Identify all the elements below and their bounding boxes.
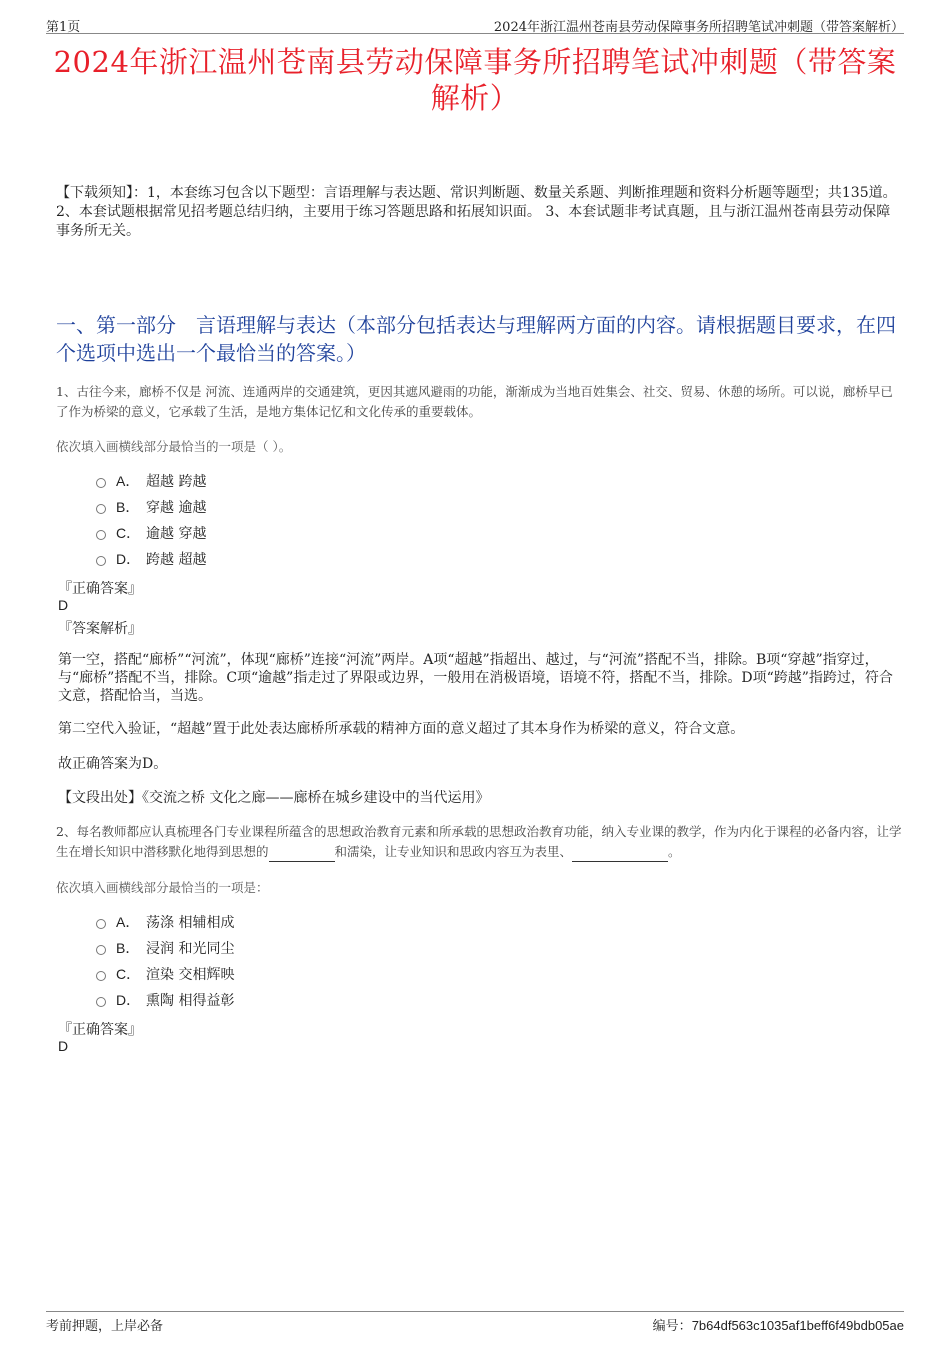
option-text: 穿越 逾越 xyxy=(146,500,207,516)
correct-answer: D xyxy=(58,597,69,613)
option-letter: B． xyxy=(116,940,140,956)
download-notice: 【下载须知】：1，本套练习包含以下题型：言语理解与表达题、常识判断题、数量关系题、判断推理题和资料分析题等题型；共135道。 2、本套试题根据常见招考题总结归纳，主要用于练习答题思路和拓展知识面。 3、本套试题非考试真题，且与浙江温州苍南县劳动保障事务所无关。 xyxy=(56,185,897,239)
radio-icon[interactable] xyxy=(96,530,106,540)
page-footer xyxy=(46,1311,904,1332)
document-title: 2024年浙江温州苍南县劳动保障事务所招聘笔试冲刺题（带答案解析） xyxy=(53,45,897,115)
option-letter: B． xyxy=(116,499,140,515)
option-letter: D． xyxy=(116,992,141,1008)
option-d[interactable] xyxy=(96,546,496,572)
option-b[interactable] xyxy=(96,494,496,520)
question-1-prompt: 依次填入画横线部分最恰当的一项是（ ）。 xyxy=(56,439,292,454)
option-letter: A． xyxy=(116,914,140,930)
option-text: 跨越 超越 xyxy=(146,552,207,568)
document-code xyxy=(653,1315,904,1334)
radio-icon[interactable] xyxy=(96,504,106,514)
option-a[interactable] xyxy=(96,468,496,494)
radio-icon[interactable] xyxy=(96,997,106,1007)
footer-slogan: 考前押题，上岸必备 xyxy=(46,1319,164,1334)
radio-icon[interactable] xyxy=(96,556,106,566)
section-title: 一、第一部分 言语理解与表达（本部分包括表达与理解两方面的内容。请根据题目要求，在四个选项中选出一个最恰当的答案。） xyxy=(56,313,896,365)
question-2-prompt: 依次填入画横线部分最恰当的一项是： xyxy=(56,880,269,895)
radio-icon[interactable] xyxy=(96,919,106,929)
question-2-text-part1: 2、每名教师都应认真梳理各门专业课程所蕴含的思想政治教育元素和所承载的思想政治教育功能，纳入专业课的教学，作为内化于课程的必备内容，让学生在增长知识中潜移默化地得到思想的 xyxy=(56,824,902,859)
question-1-text: 1、古往今来，廊桥不仅是 河流、连通两岸的交通建筑，更因其遮风避雨的功能，渐渐成为当地百姓集会、社交、贸易、休憩的场所。可以说，廊桥早已 了作为桥梁的意义，它承载了生活，是地方集体记忆和文化传承的重要载体。 xyxy=(56,384,893,419)
option-letter: D． xyxy=(116,551,141,567)
answer-blank-2 xyxy=(572,847,668,862)
option-letter: C． xyxy=(116,525,141,541)
question-2-text xyxy=(56,822,902,862)
option-c[interactable] xyxy=(96,520,496,546)
analysis-paragraph-1: 第一空，搭配“廊桥”“河流”，体现“廊桥”连接“河流”两岸。A项“超越”指超出、越过，与“河流”搭配不当，排除。B项“穿越”指穿过，与“廊桥”搭配不当，排除。C项“逾越”指走过了界限或边界，一般用在消极语境，语境不符，搭配不当，排除。D项“跨越”指跨过，符合文意，搭配恰当，当选。 xyxy=(58,652,893,704)
radio-icon[interactable] xyxy=(96,478,106,488)
option-text: 渲染 交相辉映 xyxy=(146,967,235,983)
code-label: 编号： xyxy=(652,1319,692,1334)
answer-blank-1 xyxy=(269,847,335,862)
option-d[interactable] xyxy=(96,987,496,1013)
option-c[interactable] xyxy=(96,961,496,987)
correct-answer-label: 『正确答案』 xyxy=(58,581,142,597)
option-a[interactable] xyxy=(96,909,496,935)
option-text: 熏陶 相得益彰 xyxy=(146,993,235,1009)
code-value: 7b64df563c1035af1beff6f49bdb05ae xyxy=(691,1318,904,1333)
analysis-paragraph-2: 第二空代入验证，“超越”置于此处表达廊桥所承载的精神方面的意义超过了其本身作为桥梁的意义，符合文意。 xyxy=(58,721,745,737)
passage-source: 【文段出处】《交流之桥 文化之廊——廊桥在城乡建设中的当代运用》 xyxy=(58,790,490,806)
option-text: 浸润 和光同尘 xyxy=(146,941,235,957)
correct-answer: D xyxy=(58,1038,69,1054)
page-number: 第1页 xyxy=(46,20,81,35)
option-b[interactable] xyxy=(96,935,496,961)
option-letter: C． xyxy=(116,966,141,982)
option-letter: A． xyxy=(116,473,140,489)
radio-icon[interactable] xyxy=(96,971,106,981)
analysis-label: 『答案解析』 xyxy=(58,621,142,637)
option-text: 荡涤 相辅相成 xyxy=(146,915,235,931)
running-title: 2024年浙江温州苍南县劳动保障事务所招聘笔试冲刺题（带答案解析） xyxy=(493,20,904,35)
option-text: 逾越 穿越 xyxy=(146,526,207,542)
question-2-options xyxy=(96,909,496,1013)
option-text: 超越 跨越 xyxy=(146,474,207,490)
question-2-text-part2: 和濡染，让专业知识和思政内容互为表里、 xyxy=(334,844,573,859)
question-2-text-part3: 。 xyxy=(668,844,681,859)
analysis-paragraph-3: 故正确答案为D。 xyxy=(58,756,168,772)
radio-icon[interactable] xyxy=(96,945,106,955)
page-header xyxy=(46,14,904,34)
question-1-options xyxy=(96,468,496,572)
correct-answer-label: 『正确答案』 xyxy=(58,1022,142,1038)
